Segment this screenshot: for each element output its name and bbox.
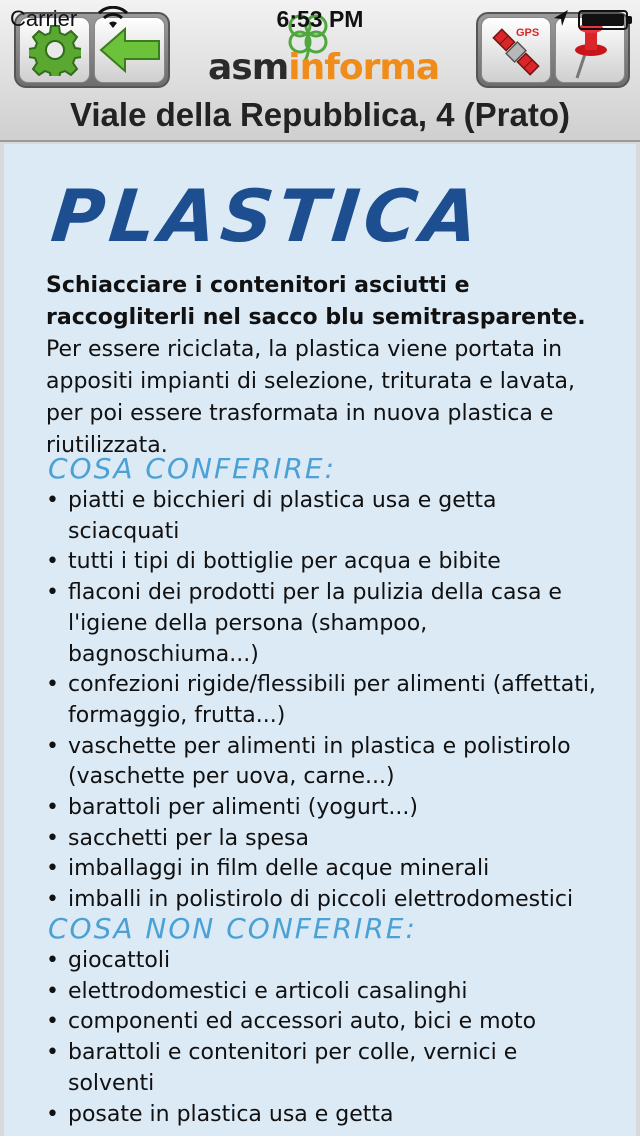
list-item: • posate in plastica usa e getta [46,1100,606,1131]
location-arrow-icon [552,8,570,28]
list-item: • elettrodomestici e articoli casalinghi [46,977,606,1008]
intro-paragraph [46,270,586,462]
list-item: • barattoli e contenitori per colle, vernici e solventi [46,1038,606,1099]
list-item: • vaschette per alimenti in plastica e polistirolo (vaschette per uova, carne...) [46,732,606,793]
asminforma-logo [208,38,440,88]
list-what-to-dispose [46,486,606,916]
list-item: • componenti ed accessori auto, bici e moto [46,1007,606,1038]
list-what-not-to-dispose [46,946,606,1130]
list-item: • sacchetti per la spesa [46,824,606,855]
status-bar [0,0,640,40]
list-item: • flaconi dei prodotti per la pulizia della casa e l'igiene della persona (shampoo, bagnoschiuma...) [46,578,606,670]
carrier-label: Carrier [10,6,78,31]
list-item: • giocattoli [46,946,606,977]
logo-text-asm: asm [208,47,289,88]
material-title: PLASTICA [47,174,488,258]
intro-bold: Schiacciare i contenitori asciutti e raccogliterli nel sacco blu semitrasparente. [46,273,586,330]
section-what-not-to-dispose: COSA NON CONFERIRE: [48,912,417,945]
address-title: Viale della Repubblica, 4 (Prato) [69,96,571,133]
list-item: • confezioni rigide/flessibili per alimenti (affettati, formaggio, frutta...) [46,670,606,731]
gps-label: GPS [516,27,540,39]
clock: 6:53 PM [276,6,364,32]
battery-icon [578,10,628,30]
list-item: • barattoli per alimenti (yogurt...) [46,793,606,824]
logo-wordmark [208,48,439,88]
list-item: • imballi in polistirolo di piccoli elettrodomestici [46,885,606,916]
list-item: • tutti i tipi di bottiglie per acqua e bibite [46,547,606,578]
list-item: • piatti e bicchieri di plastica usa e getta sciacquati [46,486,606,547]
waste-info-panel [4,144,636,1136]
section-what-to-dispose: COSA CONFERIRE: [48,452,337,485]
intro-text: Per essere riciclata, la plastica viene portata in appositi impianti di selezione, triturata e lavata, per poi essere trasformata in nuova plastica e riutilizzata. [46,337,575,458]
logo-text-informa: informa [288,47,440,88]
list-item: • imballaggi in film delle acque minerali [46,854,606,885]
